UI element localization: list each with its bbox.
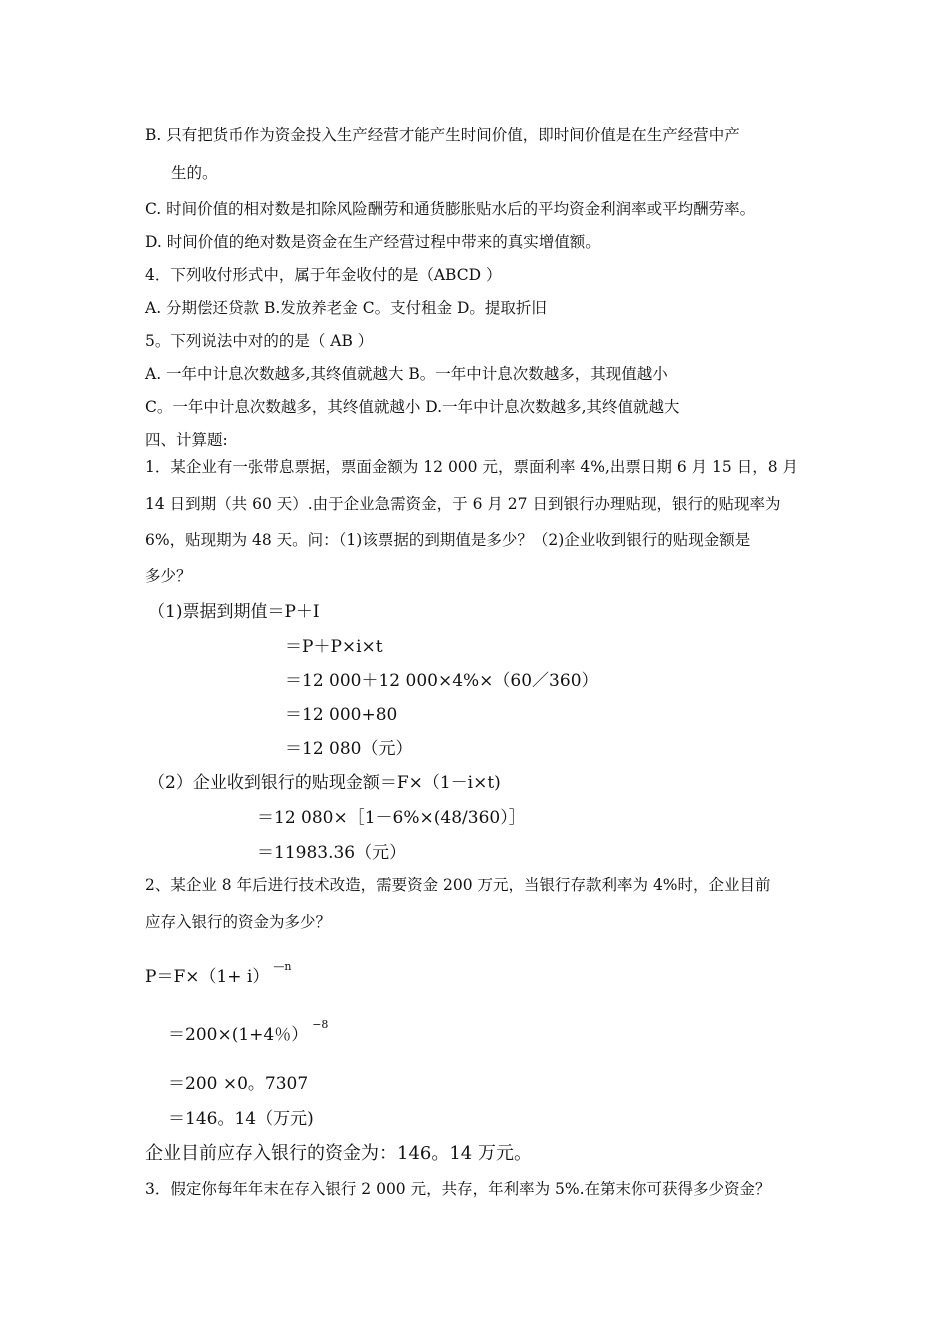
problem-2-conclusion: 企业目前应存入银行的资金为：146。14 万元。 [145, 1143, 532, 1164]
formula-line-4: ＝146。14（万元) [168, 1109, 314, 1129]
exponent: −8 [312, 1018, 329, 1031]
problem-1-line2: 14 日到期（共 60 天）.由于企业急需资金，于 6 月 27 日到银行办理贴现，银行的贴现率为 [145, 495, 781, 513]
solution-1-step-c: ＝12 000＋12 000×4%×（60／360） [285, 671, 599, 691]
formula-line-3: ＝200 ×0。7307 [168, 1074, 309, 1094]
formula-line-2: ＝200×(1+4％）$^{-8}$ [168, 1018, 329, 1045]
question-4: 4．下列收付形式中，属于年金收付的是（ABCD ） [145, 266, 502, 284]
problem-3-line1: 3．假定你每年年末在存入银行 2 000 元，共存，年利率为 5%.在第末你可获得多少资金？ [145, 1180, 771, 1198]
question-4-options: A. 分期偿还贷款 B.发放养老金 C。支付租金 D。提取折旧 [145, 299, 547, 317]
question-5: 5。下列说法中对的的是（ AB ） [145, 332, 374, 350]
solution-2-step-c: ＝11983.36（元） [257, 843, 407, 863]
question-5-options-line1: A. 一年中计息次数越多,其终值就越大 B。一年中计息次数越多，其现值越小 [145, 365, 668, 383]
problem-1-line3: 6%，贴现期为 48 天。问：（1)该票据的到期值是多少？（2)企业收到银行的贴现金额是 [145, 531, 751, 549]
solution-1-step-d: ＝12 000+80 [285, 705, 398, 725]
option-b-line1: B. 只有把货币作为资金投入生产经营才能产生时间价值，即时间价值是在生产经营中产 [145, 126, 740, 144]
solution-1-step-a: （1)票据到期值＝P＋I [148, 602, 320, 622]
solution-1-step-e: ＝12 080（元） [285, 739, 413, 759]
exponent: —n [273, 960, 292, 973]
problem-1-line1: 1．某企业有一张带息票据，票面金额为 12 000 元，票面利率 4%,出票日期 6 月 15 日，8 月 [145, 458, 798, 476]
section-heading: 四、计算题: [145, 431, 228, 449]
problem-2-line1: 2、某企业 8 年后进行技术改造，需要资金 200 万元，当银行存款利率为 4%时，企业目前 [145, 876, 771, 894]
option-d: D. 时间价值的绝对数是资金在生产经营过程中带来的真实增值额。 [145, 233, 601, 251]
solution-2-step-b: ＝12 080×［1－6%×(48/360）］ [257, 808, 526, 828]
solution-1-step-b: ＝P＋P×i×t [285, 637, 383, 657]
question-5-options-line2: C。一年中计息次数越多，其终值就越小 D.一年中计息次数越多,其终值就越大 [145, 398, 680, 416]
problem-2-line2: 应存入银行的资金为多少？ [145, 913, 332, 931]
formula-line-1: $P=F\times(1+ i)^{—n}$ [145, 960, 292, 987]
problem-1-line4: 多少？ [145, 567, 192, 585]
solution-2-step-a: （2）企业收到银行的贴现金额＝F×（1－i×t) [148, 773, 501, 793]
option-c: C. 时间价值的相对数是扣除风险酬劳和通货膨胀贴水后的平均资金利润率或平均酬劳率。 [145, 200, 756, 218]
option-b-line2: 生的。 [171, 164, 218, 182]
